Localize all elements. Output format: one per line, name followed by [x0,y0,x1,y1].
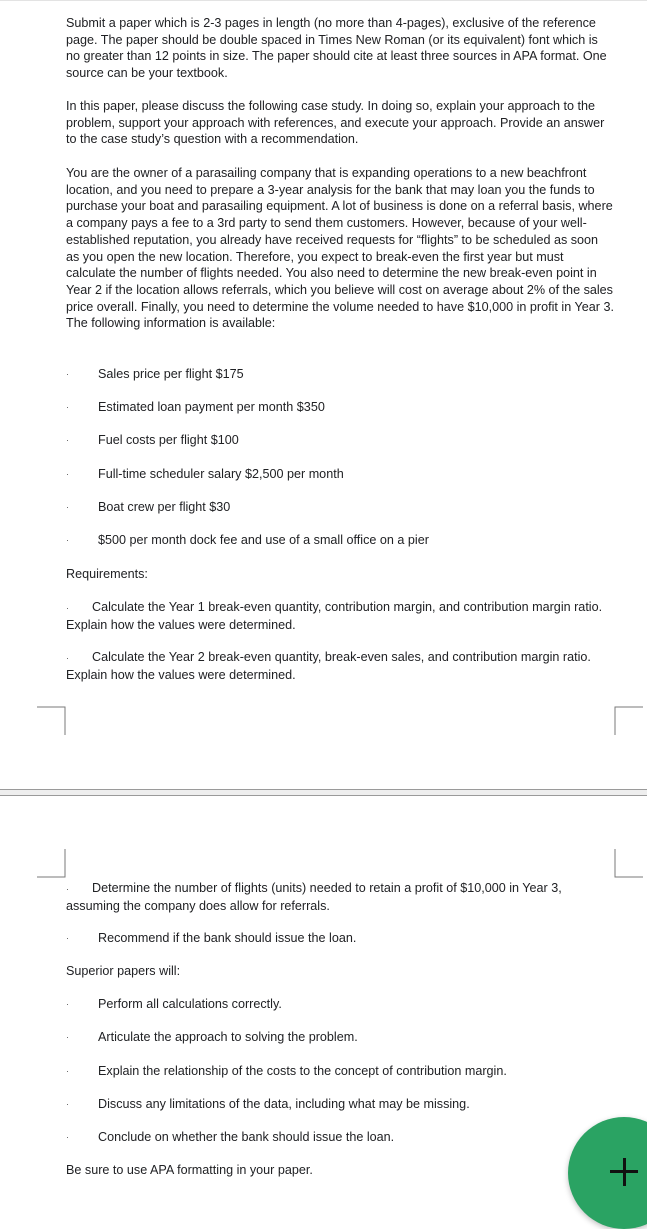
list-item [66,1129,614,1146]
requirement-item [66,599,614,633]
list-item-text: Perform all calculations correctly. [98,997,282,1011]
list-item-text: $500 per month dock fee and use of a small office on a pier [98,533,429,547]
list-item [66,399,614,416]
list-item-text: Fuel costs per flight $100 [98,433,239,447]
intro-paragraph: Submit a paper which is 2-3 pages in length (no more than 4-pages), exclusive of the reference page. The paper should be double spaced in Times New Roman (or its equivalent) font which is no greater than 12 points in size. The paper should cite at least three sources in APA format. One source can be your textbook. [66,16,607,81]
page-corner-mark-bottom-left [37,706,66,735]
requirement-text: Calculate the Year 1 break-even quantity, contribution margin, and contribution margin ratio. Explain how the values were determined. [66,600,603,632]
list-item-text: Recommend if the bank should issue the loan. [98,931,357,945]
requirement-item [66,649,614,683]
list-item [66,432,614,449]
list-item-text: Discuss any limitations of the data, including what may be missing. [98,1097,470,1111]
bullet-icon: · [66,1132,69,1142]
list-item [66,1029,614,1046]
requirement-text: Determine the number of flights (units) needed to retain a profit of $10,000 in Year 3, assuming the company does allow for referrals. [66,881,562,913]
list-item [66,499,614,516]
requirement-item [66,880,614,914]
list-item-text: Explain the relationship of the costs to the concept of contribution margin. [98,1064,507,1078]
page-corner-mark-top-right [614,849,643,878]
bullet-icon: · [66,469,69,479]
bullet-icon: · [66,884,69,894]
page-corner-mark-bottom-right [614,706,643,735]
list-item [66,532,614,549]
list-item-text: Full-time scheduler salary $2,500 per month [98,467,344,481]
closing-line: Be sure to use APA formatting in your paper. [66,1163,313,1177]
case-study-paragraph: You are the owner of a parasailing company that is expanding operations to a new beachfront location, and you need to prepare a 3-year analysis for the bank that may loan you the funds to purchase your boat and parasailing equipment. A lot of business is done on a referral basis, where a company pays a fee to a 3rd party to send them customers. However, because of your well-established reputation, you already have received requests for “flights” to be scheduled as soon as you open the new location. Therefore, you expect to break-even the first year but must calculate the number of flights needed. You also need to determine the new break-even point in Year 2 if the location allows referrals, which you believe will cost on average about 2% of the sales price overall. Finally, you need to determine the volume needed to have $10,000 in profit in Year 3. The following information is available: [66,166,614,331]
bullet-icon: · [66,1099,69,1109]
bullet-icon: · [66,1066,69,1076]
requirement-text: Calculate the Year 2 break-even quantity, break-even sales, and contribution margin ratio. Explain how the values were determined. [66,650,591,682]
list-item [66,930,614,947]
bullet-icon: · [66,933,69,943]
page-break [0,789,647,796]
list-item [66,466,614,483]
bullet-icon: · [66,603,69,613]
requirements-heading: Requirements: [66,567,148,581]
list-item-text: Boat crew per flight $30 [98,500,231,514]
bullet-icon: · [66,369,69,379]
bullet-icon: · [66,1032,69,1042]
bullet-icon: · [66,999,69,1009]
list-item-text: Estimated loan payment per month $350 [98,400,325,414]
bullet-icon: · [66,535,69,545]
list-item-text: Sales price per flight $175 [98,367,244,381]
list-item-text: Conclude on whether the bank should issue the loan. [98,1130,395,1144]
instructions-paragraph: In this paper, please discuss the following case study. In doing so, explain your approach to the problem, support your approach with references, and execute your approach. Provide an answer to the case study’s question with a recommendation. [66,99,605,147]
list-item [66,1096,614,1113]
list-item [66,996,614,1013]
bullet-icon: · [66,502,69,512]
top-divider [0,0,647,1]
list-item [66,1063,614,1080]
list-item [66,366,614,383]
bullet-icon: · [66,653,69,663]
page-corner-mark-top-left [37,849,66,878]
bullet-icon: · [66,435,69,445]
superior-papers-heading: Superior papers will: [66,964,181,978]
list-item-text: Articulate the approach to solving the problem. [98,1030,358,1044]
bullet-icon: · [66,402,69,412]
